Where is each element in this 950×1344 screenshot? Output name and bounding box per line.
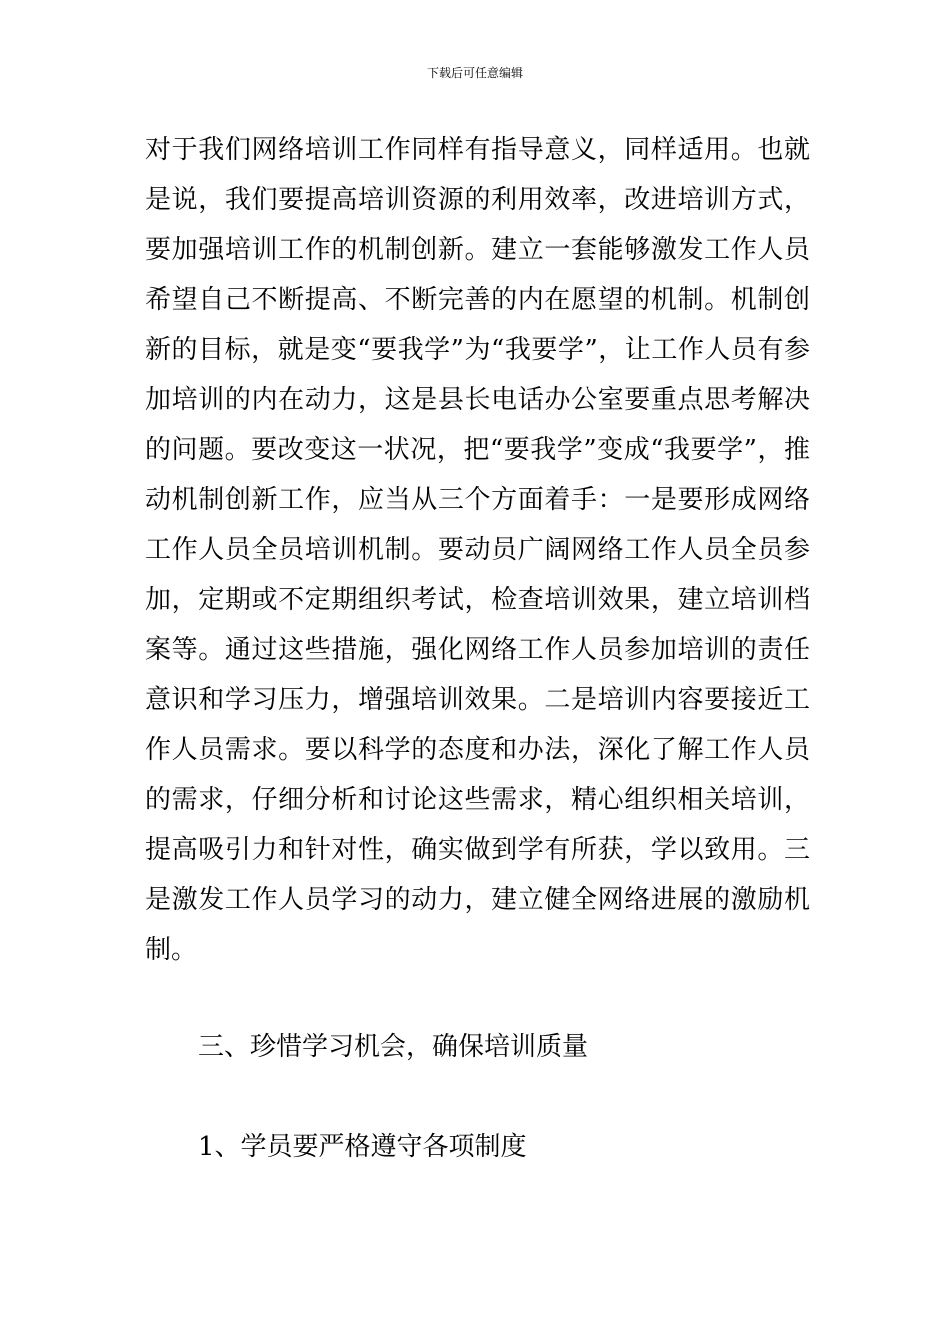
body-paragraph: 对于我们网络培训工作同样有指导意义，同样适用。也就是说，我们要提高培训资源的利用效率，改进培训方式，要加强培训工作的机制创新。建立一套能够激发工作人员希望自己不断提高、不断完善的内在愿望的机制。机制创新的目标，就是变“要我学”为“我要学”，让工作人员有参加培训的内在动力，这是县长电话办公室要重点思考解决的问题。要改变这一状况，把“要我学”变成“我要学”，推动机制创新工作，应当从三个方面着手：一是要形成网络工作人员全员培训机制。要动员广阔网络工作人员全员参加，定期或不定期组织考试，检查培训效果，建立培训档案等。通过这些措施，强化网络工作人员参加培训的责任意识和学习压力，增强培训效果。二是培训内容要接近工作人员需求。要以科学的态度和办法，深化了解工作人员的需求，仔细分析和讨论这些需求，精心组织相关培训，提高吸引力和针对性，确实做到学有所获，学以致用。三是激发工作人员学习的动力，建立健全网络进展的激励机制。 — [145, 135, 810, 965]
subsection-heading: 1、学员要严格遵守各项制度 — [198, 1132, 527, 1162]
section-heading: 三、珍惜学习机会，确保培训质量 — [198, 1032, 589, 1062]
page-header-note: 下载后可任意编辑 — [426, 66, 523, 80]
